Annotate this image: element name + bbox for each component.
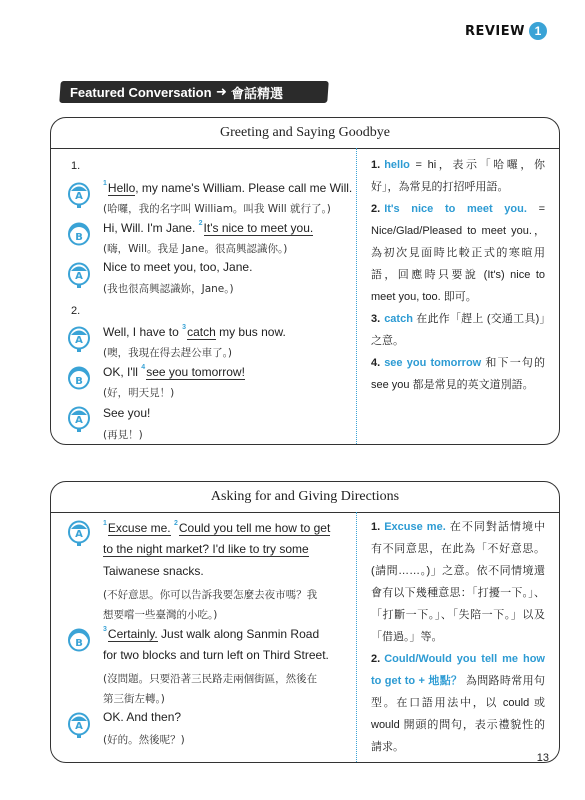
- svg-text:A: A: [75, 271, 83, 282]
- speaker-a-icon: [67, 406, 91, 432]
- translation: 想要嚐一些臺灣的小吃。): [103, 609, 218, 621]
- speaker-b-icon: [67, 628, 91, 654]
- note-item: 2. Could/Would you tell me how to get to + 地點？ 為問路時常用句型。在口語用法中，以 could 或 would 開頭的問句，表示禮貌性的請求。: [371, 653, 545, 753]
- vocab-notes: [371, 154, 545, 396]
- speaker-a-icon: [67, 326, 91, 352]
- svg-text:A: A: [75, 721, 83, 732]
- dialogue-line: $^1$Hello, my name's William. Please call me Will.: [103, 180, 353, 195]
- svg-text:A: A: [75, 415, 83, 426]
- translation: (好的。然後呢？): [103, 734, 185, 746]
- speaker-b-icon: [67, 366, 91, 392]
- svg-text:B: B: [75, 232, 83, 243]
- featured-zh: 會話精選: [230, 85, 283, 101]
- dialogue-column: [51, 148, 356, 444]
- featured-banner: [59, 81, 329, 103]
- dialogue-line: Taiwanese snacks.: [103, 564, 204, 578]
- dialogue-line: Hi, Will. I'm Jane. $^2$It's nice to meet you.: [103, 220, 314, 235]
- speaker-a-icon: [67, 520, 91, 546]
- dialogue-line: See you!: [103, 406, 151, 420]
- translation: (好，明天見！): [103, 387, 175, 399]
- svg-text:B: B: [75, 376, 83, 387]
- note-item: 1. hello = hi，表示「哈囉，你好」，為常見的打招呼用語。: [371, 159, 545, 193]
- translation: (嗨，Will。我是 Jane。很高興認識你。): [103, 243, 288, 255]
- review-badge: 1: [529, 22, 547, 40]
- note-item: 1. Excuse me. 在不同對話情境中有不同意思，在此為「不好意思。(請問……。)」之意。依不同情境還會有以下幾種意思：「打擾一下。」、「打斷一下。」、「失陪一下。」以及「借過。」等。: [371, 521, 545, 643]
- notes-column: [356, 148, 559, 444]
- speaker-a-icon: [67, 262, 91, 288]
- page-number: 13: [536, 752, 549, 764]
- review-label: REVIEW: [464, 23, 525, 39]
- translation: (沒問題。只要沿著三民路走兩個街區，然後在: [103, 673, 318, 685]
- speaker-a-icon: [67, 182, 91, 208]
- card-title: Asking for and Giving Directions: [51, 482, 559, 513]
- review-header: [465, 22, 547, 40]
- dialogue-line: Nice to meet you, too, Jane.: [103, 260, 253, 274]
- translation: (哈囉，我的名字叫 William。叫我 Will 就行了。): [103, 203, 331, 215]
- dialogue-line: to the night market? I'd like to try some: [103, 542, 309, 556]
- dialogue-line: $^1$Excuse me. $^2$Could you tell me how to get: [103, 520, 331, 535]
- svg-text:A: A: [75, 191, 83, 202]
- section-number: 2.: [71, 305, 81, 317]
- translation: (我也很高興認識妳，Jane。): [103, 283, 234, 295]
- dialogue-line: $^3$Certainly. Just walk along Sanmin Road: [103, 626, 320, 641]
- section-number: 1.: [71, 160, 81, 172]
- card-greeting: [50, 117, 560, 445]
- card-title: Greeting and Saying Goodbye: [51, 118, 559, 149]
- vocab-notes: [371, 516, 545, 758]
- note-item: 4. see you tomorrow 和下一句的 see you 都是常見的英文道別語。: [371, 357, 545, 391]
- dialogue-line: Well, I have to $^3$catch my bus now.: [103, 324, 286, 339]
- svg-text:A: A: [75, 529, 83, 540]
- svg-text:B: B: [75, 638, 83, 649]
- speaker-b-icon: [67, 222, 91, 248]
- arrow-icon: ➜: [215, 84, 227, 99]
- speaker-a-icon: [67, 712, 91, 738]
- featured-en: Featured Conversation: [70, 84, 212, 100]
- notes-column: [356, 512, 559, 762]
- dialogue-line: OK, I'll $^4$see you tomorrow!: [103, 364, 245, 379]
- translation: 第三街左轉。): [103, 693, 165, 705]
- translation: (不好意思。你可以告訴我要怎麼去夜市嗎？我: [103, 589, 318, 601]
- dialogue-column: [51, 512, 356, 762]
- translation: (噢，我現在得去趕公車了。): [103, 347, 232, 359]
- note-item: 3. catch 在此作「趕上 (交通工具)」之意。: [371, 313, 545, 347]
- dialogue-line: for two blocks and turn left on Third Street.: [103, 648, 329, 662]
- dialogue-line: OK. And then?: [103, 710, 182, 724]
- note-item: 2. It's nice to meet you. = Nice/Glad/Pleased to meet you.，為初次見面時比較正式的寒暄用語，回應時只要說 (It's) nice to meet you, too. 即可。: [371, 203, 545, 303]
- svg-text:A: A: [75, 335, 83, 346]
- card-directions: [50, 481, 560, 763]
- translation: (再見！): [103, 429, 143, 441]
